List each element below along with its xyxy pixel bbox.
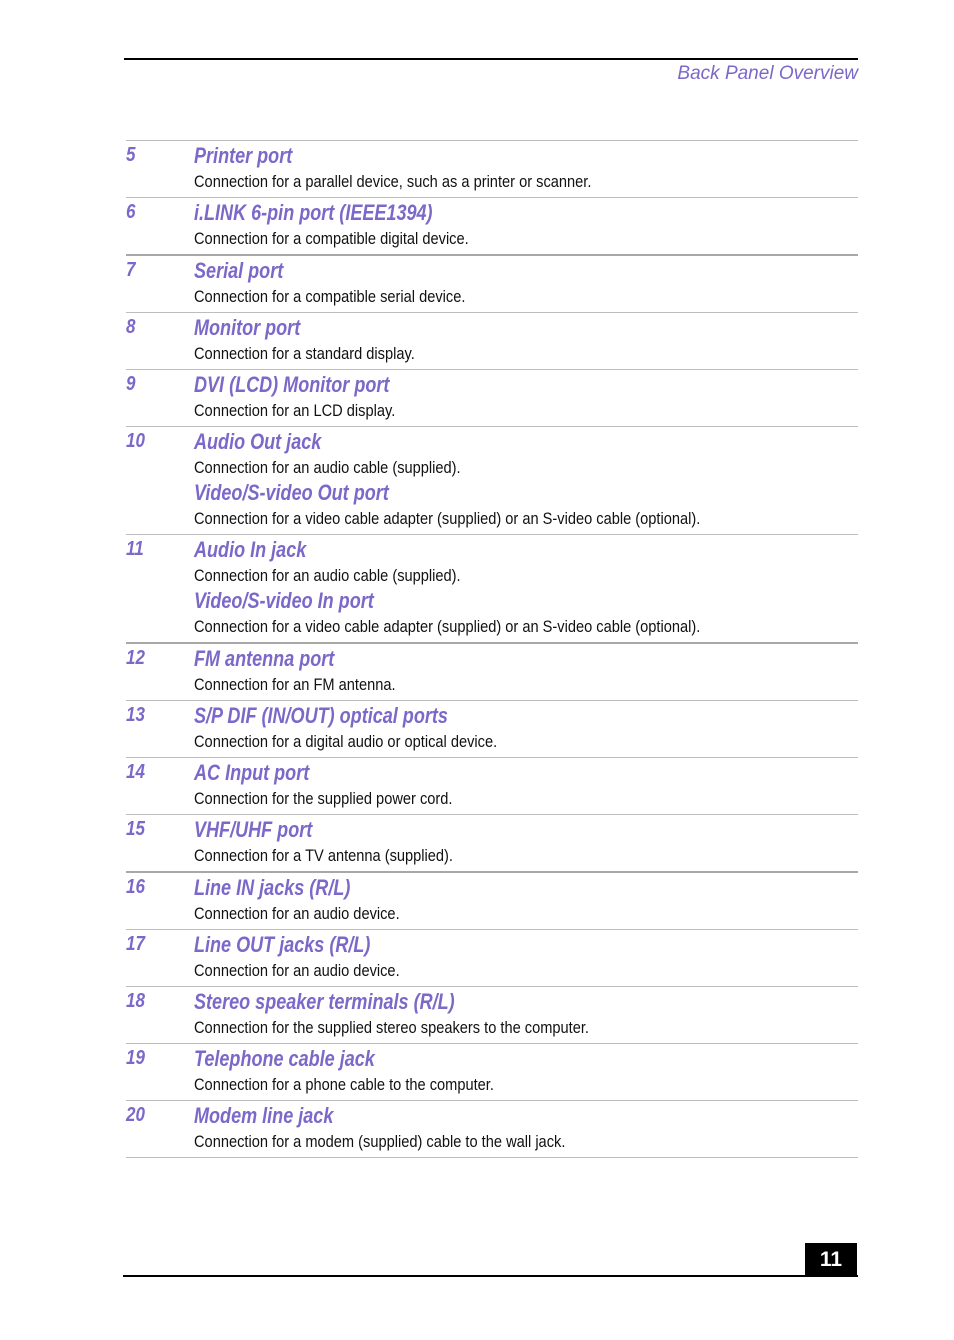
- port-entry: [194, 932, 858, 983]
- port-number: 12: [126, 647, 145, 669]
- port-number: 13: [126, 704, 145, 726]
- port-number: 8: [126, 316, 136, 338]
- port-row: [126, 427, 858, 535]
- port-number: 11: [126, 538, 144, 560]
- port-description: Connection for a standard display.: [194, 344, 415, 363]
- port-row: [126, 1044, 858, 1101]
- port-entry: [194, 817, 858, 868]
- port-row: [126, 370, 858, 427]
- ports-table: [126, 140, 858, 1158]
- port-entry: [194, 200, 858, 251]
- port-number: 18: [126, 990, 145, 1012]
- port-title: Printer port: [194, 143, 293, 168]
- port-number: 10: [126, 430, 145, 452]
- port-title: FM antenna port: [194, 646, 335, 671]
- port-title: Video/S-video In port: [194, 588, 374, 613]
- port-entry: [194, 372, 858, 423]
- port-title: AC Input port: [194, 760, 310, 785]
- port-description: Connection for a compatible serial device.: [194, 287, 466, 306]
- port-entry: [194, 760, 858, 811]
- port-description: Connection for a modem (supplied) cable to the wall jack.: [194, 1132, 566, 1151]
- port-description: Connection for a digital audio or optical device.: [194, 732, 498, 751]
- port-number: 15: [126, 818, 145, 840]
- port-title: Line IN jacks (R/L): [194, 875, 351, 900]
- port-title: Serial port: [194, 258, 284, 283]
- port-number: 17: [126, 933, 145, 955]
- port-row: [126, 313, 858, 370]
- port-entry: [194, 646, 858, 697]
- port-number: 5: [126, 144, 136, 166]
- port-description: Connection for a TV antenna (supplied).: [194, 846, 453, 865]
- port-row: [126, 930, 858, 987]
- port-row: [126, 815, 858, 873]
- port-description: Connection for the supplied stereo speakers to the computer.: [194, 1018, 589, 1037]
- port-title: VHF/UHF port: [194, 817, 313, 842]
- port-title: Line OUT jacks (R/L): [194, 932, 371, 957]
- port-description: Connection for the supplied power cord.: [194, 789, 453, 808]
- port-entry: [194, 258, 858, 309]
- port-entry: [194, 315, 858, 366]
- port-number: 16: [126, 876, 145, 898]
- port-row: [126, 873, 858, 930]
- port-row: [126, 535, 858, 644]
- port-number: 14: [126, 761, 145, 783]
- port-description: Connection for a phone cable to the computer.: [194, 1075, 494, 1094]
- port-entry: [194, 537, 858, 639]
- port-number: 19: [126, 1047, 145, 1069]
- port-row: [126, 758, 858, 815]
- port-title: Audio Out jack: [194, 429, 322, 454]
- port-description: Connection for an audio device.: [194, 961, 400, 980]
- port-description: Connection for a compatible digital device.: [194, 229, 469, 248]
- port-row: [126, 198, 858, 256]
- port-entry: [194, 989, 858, 1040]
- port-title: Video/S-video Out port: [194, 480, 389, 505]
- port-entry: [194, 1103, 858, 1154]
- port-title: Monitor port: [194, 315, 301, 340]
- port-description: Connection for a video cable adapter (supplied) or an S-video cable (optional).: [194, 509, 701, 528]
- port-row: [126, 1101, 858, 1158]
- port-title: Audio In jack: [194, 537, 307, 562]
- port-description: Connection for an audio cable (supplied).: [194, 566, 461, 585]
- header-rule: [124, 58, 858, 60]
- port-entry: [194, 143, 858, 194]
- port-entry: [194, 875, 858, 926]
- port-description: Connection for an audio cable (supplied).: [194, 458, 461, 477]
- port-title: Telephone cable jack: [194, 1046, 375, 1071]
- port-entry: [194, 1046, 858, 1097]
- port-number: 6: [126, 201, 136, 223]
- port-description: Connection for an LCD display.: [194, 401, 396, 420]
- port-title: DVI (LCD) Monitor port: [194, 372, 390, 397]
- port-description: Connection for a parallel device, such as a printer or scanner.: [194, 172, 592, 191]
- port-entry: [194, 703, 858, 754]
- port-row: [126, 644, 858, 701]
- port-row: [126, 701, 858, 758]
- footer-rule: [123, 1275, 858, 1277]
- port-number: 9: [126, 373, 136, 395]
- port-title: i.LINK 6-pin port (IEEE1394): [194, 200, 433, 225]
- port-title: S/P DIF (IN/OUT) optical ports: [194, 703, 448, 728]
- running-header: Back Panel Overview: [677, 63, 858, 84]
- port-description: Connection for an audio device.: [194, 904, 400, 923]
- page-number: 11: [805, 1243, 857, 1276]
- port-description: Connection for a video cable adapter (supplied) or an S-video cable (optional).: [194, 617, 701, 636]
- port-row: [126, 141, 858, 198]
- port-number: 20: [126, 1104, 145, 1126]
- port-title: Stereo speaker terminals (R/L): [194, 989, 455, 1014]
- port-number: 7: [126, 259, 136, 281]
- port-description: Connection for an FM antenna.: [194, 675, 396, 694]
- port-title: Modem line jack: [194, 1103, 334, 1128]
- port-entry: [194, 429, 858, 531]
- port-row: [126, 987, 858, 1044]
- port-row: [126, 256, 858, 313]
